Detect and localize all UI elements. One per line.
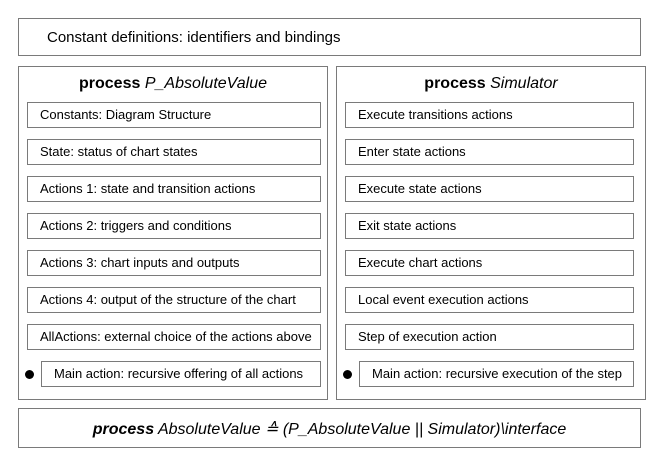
process-p-absolutevalue [18,66,328,400]
process-p-absolutevalue-title [19,75,327,93]
process-composition-definition: AbsoluteValue ≙ (P_AbsoluteValue || Simulator)\interface [157,421,567,438]
right-item-execute-state: Execute state actions [345,176,634,202]
left-item-actions-1: Actions 1: state and transition actions [27,176,321,202]
right-item-step-of-execution: Step of execution action [345,324,634,350]
right-item-exit-state: Exit state actions [345,213,634,239]
right-item-main-action: Main action: recursive execution of the step [359,361,634,387]
process-keyword: process [424,75,486,92]
process-composition-text [19,419,640,439]
right-item-execute-chart: Execute chart actions [345,250,634,276]
right-item-execute-transitions: Execute transitions actions [345,102,634,128]
left-item-actions-2: Actions 2: triggers and conditions [27,213,321,239]
left-item-actions-4: Actions 4: output of the structure of the chart [27,287,321,313]
process-name: Simulator [490,75,558,92]
main-action-bullet-icon [25,370,34,379]
left-item-actions-3: Actions 3: chart inputs and outputs [27,250,321,276]
process-keyword: process [92,421,155,438]
left-item-main-action: Main action: recursive offering of all actions [41,361,321,387]
main-action-bullet-icon [343,370,352,379]
constant-definitions-box [18,18,641,56]
process-simulator-title [337,75,645,93]
left-item-constants: Constants: Diagram Structure [27,102,321,128]
right-item-enter-state: Enter state actions [345,139,634,165]
process-composition-box [18,408,641,448]
right-item-local-event: Local event execution actions [345,287,634,313]
constant-definitions-label: Constant definitions: identifiers and bindings [47,29,341,46]
process-name: P_AbsoluteValue [144,75,267,92]
process-keyword: process [79,75,141,92]
left-item-allactions: AllActions: external choice of the actions above [27,324,321,350]
process-simulator [336,66,646,400]
left-item-state: State: status of chart states [27,139,321,165]
